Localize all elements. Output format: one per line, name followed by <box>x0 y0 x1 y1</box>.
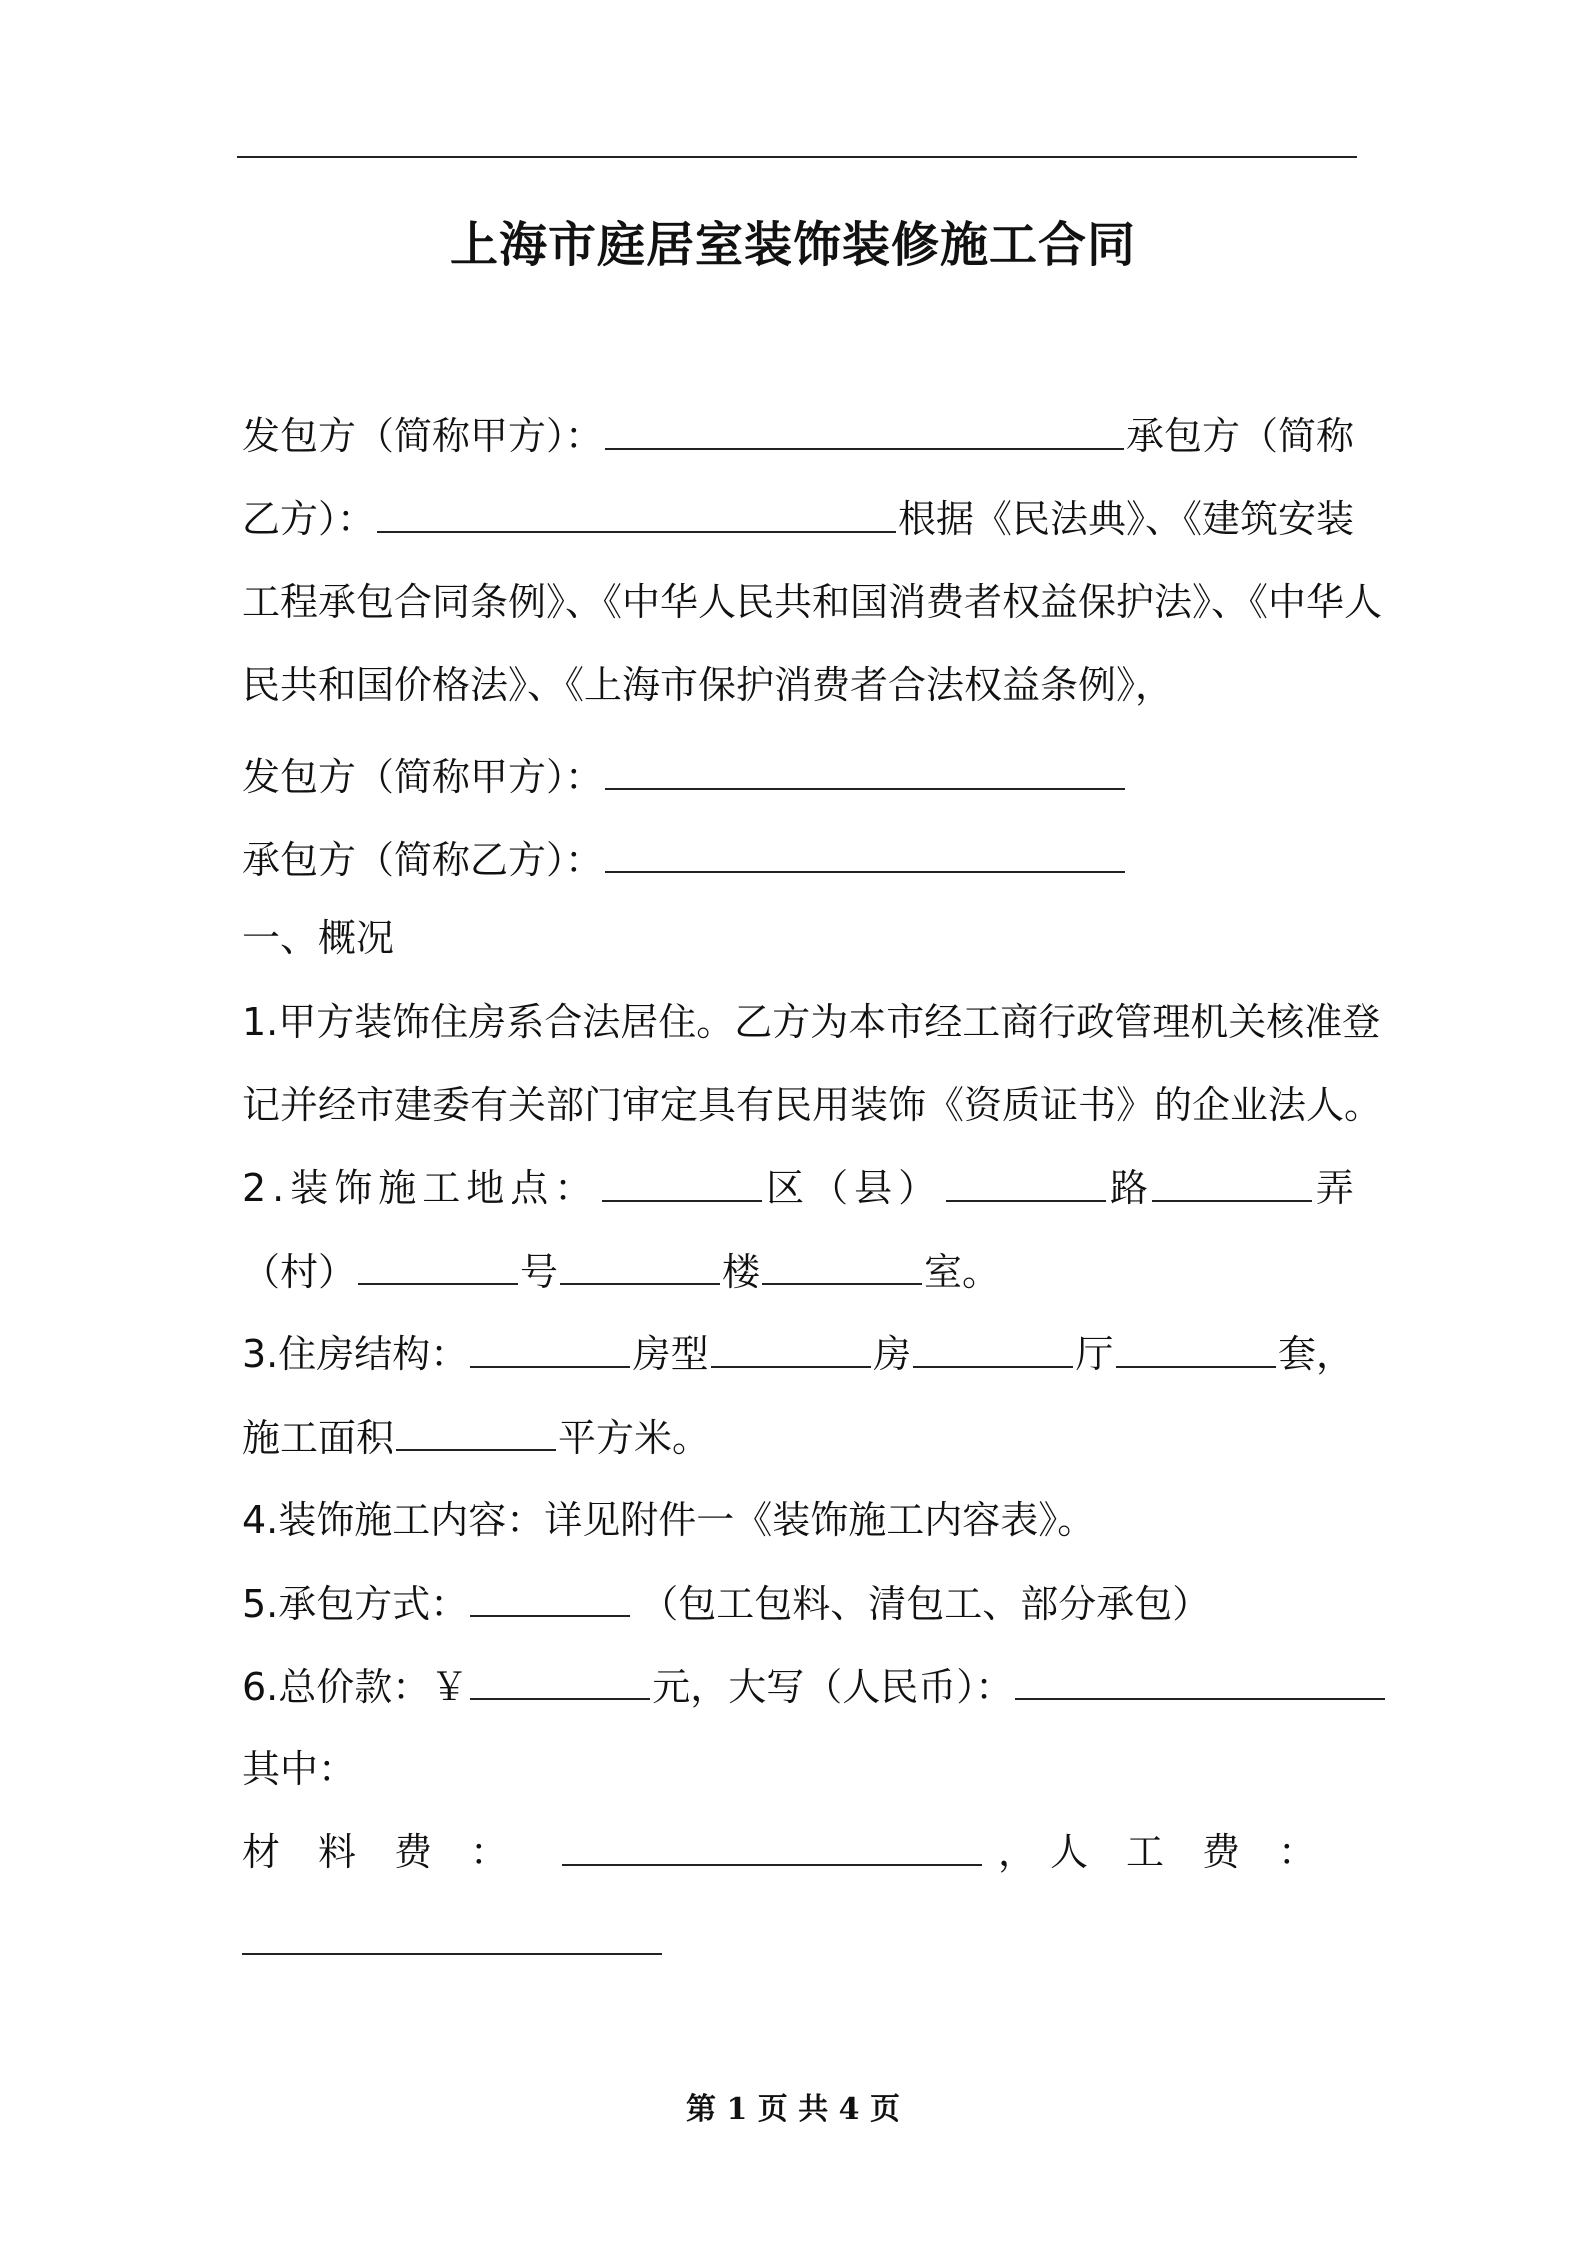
item-2-line-1 <box>242 1160 1354 1216</box>
district-blank[interactable] <box>602 1160 762 1202</box>
intro-line-4: 民共和国价格法》、《上海市保护消费者合法权益条例》， <box>242 663 1174 707</box>
intro-line-3: 工程承包合同条例》、《中华人民共和国消费者权益保护法》、《中华人 <box>242 580 1383 624</box>
total-price-label: 6.总价款：￥ <box>242 1665 469 1709</box>
item-5-line <box>242 1575 1354 1631</box>
intro-line-1 <box>242 408 1354 464</box>
lane-blank[interactable] <box>1152 1160 1312 1202</box>
total-price-blank[interactable] <box>470 1658 650 1700</box>
party-b-field[interactable] <box>605 831 1125 873</box>
among-line: 其中： <box>242 1747 357 1791</box>
number-blank[interactable] <box>358 1243 518 1285</box>
unit-label: 套， <box>1277 1332 1354 1376</box>
party-b-label: 承包方（简称乙方）： <box>242 838 604 882</box>
document-title: 上海市庭居室装饰装修施工合同 <box>449 217 1136 273</box>
district-label: 区（县） <box>766 1166 943 1210</box>
lane-label: 弄 <box>1315 1166 1354 1210</box>
labor-fee-blank[interactable] <box>242 1913 662 1955</box>
material-fee-blank[interactable] <box>562 1824 982 1866</box>
contract-mode-options: （包工包料、清包工、部分承包） <box>640 1582 1211 1626</box>
item-2-label: 2.装饰施工地点： <box>242 1166 599 1210</box>
labor-fee-label: 人工费： <box>1049 1830 1354 1874</box>
intro-line-2 <box>242 491 1354 547</box>
fees-line <box>242 1824 1354 1880</box>
bedroom-label: 房 <box>873 1332 912 1376</box>
building-label: 楼 <box>722 1250 761 1294</box>
hall-blank[interactable] <box>913 1326 1073 1368</box>
layout-label: 房型 <box>632 1332 709 1376</box>
item-6-line <box>242 1658 1354 1714</box>
item-3-line-1 <box>242 1326 1354 1382</box>
bedroom-blank[interactable] <box>711 1326 871 1368</box>
contract-mode-blank[interactable] <box>470 1575 630 1617</box>
intro-legal-basis: 根据《民法典》、《建筑安装 <box>897 497 1354 541</box>
structure-blank[interactable] <box>470 1326 630 1368</box>
room-label: 室。 <box>924 1250 1001 1294</box>
party-a-line <box>242 748 1354 804</box>
number-label: 号 <box>520 1250 559 1294</box>
total-price-caps-blank[interactable] <box>1015 1658 1385 1700</box>
area-blank[interactable] <box>396 1409 556 1451</box>
item-2-line-2 <box>242 1243 1354 1299</box>
item-3-line-2 <box>242 1409 1354 1465</box>
intro-party-b-label-cont: 乙方）： <box>242 497 376 541</box>
intro-party-b-label: 承包方（简称 <box>1125 414 1354 458</box>
party-b-line <box>242 831 1354 887</box>
item-1-line-1: 1.甲方装饰住房系合法居住。乙方为本市经工商行政管理机关核准登 <box>242 1000 1381 1044</box>
intro-party-a-label: 发包方（简称甲方）： <box>242 414 604 458</box>
party-a-blank[interactable] <box>605 408 1124 450</box>
fee-comma: ， <box>997 1830 1036 1874</box>
village-label: （村） <box>242 1250 357 1294</box>
party-a-label: 发包方（简称甲方）： <box>242 755 604 799</box>
page-number: 第 1 页 共 4 页 <box>686 2092 900 2127</box>
item-1-line-2: 记并经市建委有关部门审定具有民用装饰《资质证书》的企业法人。 <box>242 1083 1383 1127</box>
road-label: 路 <box>1110 1166 1149 1210</box>
hall-label: 厅 <box>1075 1332 1114 1376</box>
total-price-caps-label: 元，大写（人民币）： <box>652 1665 1014 1709</box>
room-blank[interactable] <box>762 1243 922 1285</box>
item-3-label: 3.住房结构： <box>242 1332 469 1376</box>
road-blank[interactable] <box>946 1160 1106 1202</box>
material-fee-label: 材料费： <box>242 1830 547 1874</box>
section-heading-overview: 一、概况 <box>242 916 395 960</box>
area-label: 施工面积 <box>242 1416 395 1460</box>
contract-mode-label: 5.承包方式： <box>242 1582 469 1626</box>
labor-fee-line <box>242 1913 1354 1969</box>
party-b-blank[interactable] <box>377 491 896 533</box>
unit-blank[interactable] <box>1116 1326 1276 1368</box>
area-unit: 平方米。 <box>558 1416 711 1460</box>
item-4-line: 4.装饰施工内容：详见附件一《装饰施工内容表》。 <box>242 1498 1096 1542</box>
party-a-field[interactable] <box>605 748 1125 790</box>
building-blank[interactable] <box>560 1243 720 1285</box>
header-rule <box>237 156 1357 158</box>
